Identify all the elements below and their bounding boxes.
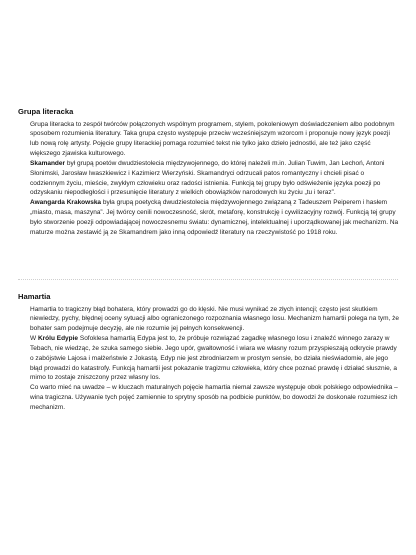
bold-term: Awangarda Krakowska bbox=[30, 199, 102, 207]
bold-term: Skamander bbox=[30, 159, 66, 167]
section-hamartia bbox=[18, 292, 400, 413]
bold-term: Królu Edypie bbox=[37, 335, 79, 343]
paragraph bbox=[30, 334, 400, 383]
paragraph: Grupa literacka to zespół twórców połączonych wspólnym programem, stylem, pokoleniowym doświadczeniem albo podobnym sposobem rozumienia literatury. Taka grupa często występuje przeciw wcześniejszym wzorcom i proponuje nowy język poezji lub nową rolę artysty. Pojęcie grupy literackiej pomaga rozumieć tekst nie tylko jako dzieło jednostki, ale też jako część większego zjawiska kulturowego. bbox=[30, 120, 395, 158]
paragraph-prefix: W bbox=[30, 335, 38, 343]
section-divider bbox=[18, 279, 398, 280]
paragraph: Co warto mieć na uwadze – w kluczach maturalnych pojęcie hamartia niemal zawsze występuje obok polskiego odpowiednika – wina tragiczna. Używanie tych pojęć zamiennie to sprytny sposób na podbicie punktów, bo dowodzi że doskonale rozumiesz ich mechanizm. bbox=[30, 384, 398, 411]
section-title: Grupa literacka bbox=[18, 107, 74, 116]
paragraph bbox=[30, 198, 400, 237]
paragraph-text: Sofoklesa hamartią Edypa jest to, że próbuje rozwiązać zagadkę własnego losu i znaleźć winnego zarazy w Tebach, nie wiedząc, że szuka samego siebie. Jego upór, gwałtowność i wiara we własny rozum przyspieszają odkrycie prawdy o zabójstwie Lajosa i małżeństwie z Jokastą. Edyp nie jest zbrodniarzem w prostym sensie, bo działa nieświadomie, ale jego błąd prowadzi do katastrofy. Funkcją hamartii jest pokazanie tragizmu człowieka, który chce poznać prawdę i działać słusznie, a mimo to zostaje zniszczony przez własny los. bbox=[30, 335, 397, 382]
paragraph-text: był grupą poetów dwudziestolecia międzywojennego, do której należeli m.in. Julian Tuwim, Jan Lechoń, Antoni Słonimski, Jarosław Iwaszkiewicz i Kazimierz Wierzyński. Skamandryci odrzucali patos romantyczny i chcieli pisać o codziennym życiu, mieście, zwykłym człowieku oraz radości istnienia. Funkcją tej grupy było odświeżenie języka poezji po odzyskaniu niepodległości i przesunięcie literatury z wielkich obowiązków narodowych ku życiu „tu i teraz”. bbox=[30, 159, 385, 197]
paragraph bbox=[30, 159, 400, 198]
paragraph-text: była grupą poetycką dwudziestolecia międzywojennego związaną z Tadeuszem Peiperem i hasłem „miasto, masa, maszyna”. Jej twórcy cenili nowoczesność, skrót, metaforę, konstrukcję i cywilizacyjny rozwój. Funkcją tej grupy było stworzenie poezji odpowiadającej nowoczesnemu światu: dynamicznej, intelektualnej i uporządkowanej jak mechanizm. Na maturze można zestawić ją ze Skamandrem jako inną odpowiedź literatury na rzeczywistość po 1918 roku. bbox=[30, 199, 399, 236]
section-grupa-literacka bbox=[18, 107, 400, 238]
paragraph: Hamartia to tragiczny błąd bohatera, który prowadzi go do klęski. Nie musi wynikać ze złych intencji; często jest skutkiem niewiedzy, pychy, błędnej oceny sytuacji albo ograniczonego rozpoznania własnego losu. Mechanizm hamartii polega na tym, że bohater sam podejmuje decyzję, ale nie rozumie jej pełnych konsekwencji. bbox=[30, 305, 400, 333]
section-title: Hamartia bbox=[18, 292, 51, 301]
